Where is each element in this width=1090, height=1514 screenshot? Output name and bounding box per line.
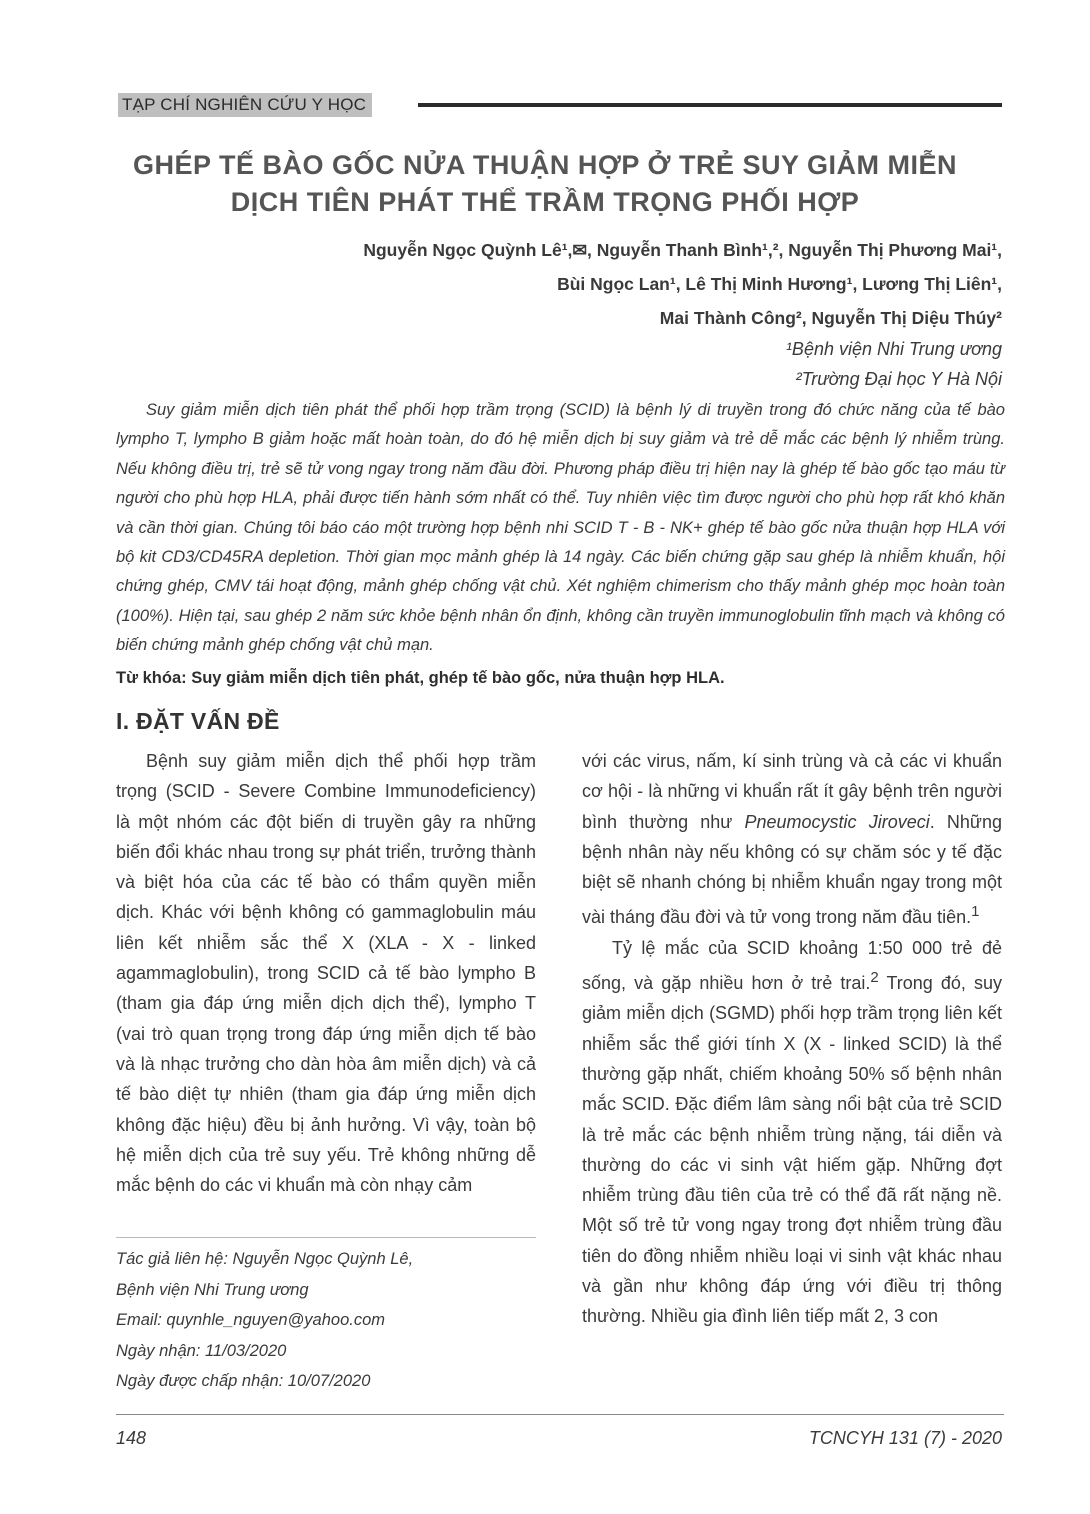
journal-name: TẠP CHÍ NGHIÊN CỨU Y HỌC bbox=[118, 93, 372, 117]
body-text: . Những bệnh nhân này nếu không có sự chăm sóc y tế đặc biệt sẽ nhanh chóng bị nhiễm khuẩn ngay trong một vài tháng đầu đời và tử vong trong năm đầu tiên. bbox=[582, 811, 1003, 928]
author-line-2: Bùi Ngọc Lan¹, Lê Thị Minh Hương¹, Lương Thị Liên¹, bbox=[557, 274, 1002, 294]
journal-issue: TCNCYH 131 (7) - 2020 bbox=[808, 1428, 1002, 1448]
author-line-1: Nguyễn Ngọc Quỳnh Lê¹,✉, Nguyễn Thanh Bình¹,², Nguyễn Thị Phương Mai¹, bbox=[363, 240, 1002, 260]
affiliation-2: ²Trường Đại học Y Hà Nội bbox=[795, 369, 1002, 389]
footnote-divider bbox=[116, 1237, 536, 1238]
page-number: 148 bbox=[116, 1428, 147, 1448]
body-paragraph-continued bbox=[582, 746, 1002, 933]
footer-divider bbox=[116, 1414, 1004, 1415]
body-text: với các virus, nấm, kí sinh trùng và cả các vi khuẩn cơ hội - là những vi khuẩn rất ít gây bệnh trên người bình thường như bbox=[582, 751, 1002, 832]
body-text: Tỷ lệ mắc của SCID khoảng 1:50 000 trẻ đẻ sống, và gặp nhiều hơn ở trẻ trai. bbox=[582, 937, 1002, 994]
author-list bbox=[102, 233, 1002, 335]
body-paragraph: Bệnh suy giảm miễn dịch thể phối hợp trầm trọng (SCID - Severe Combine Immunodeficiency) là một nhóm các đột biến di truyền gây ra những biến đổi khác nhau trong sự phát triển, trưởng thành và biệt hóa của các tế bào có thẩm quyền miễn dịch. Khác với bệnh không có gammaglobulin máu liên kết nhiễm sắc thể X (XLA - X - linked agammaglobulin), trong SCID cả tế bào lympho B (tham gia đáp ứng miễn dịch dịch thể), lympho T (vai trò quan trọng trong đáp ứng miễn dịch tế bào và là nhạc trưởng cho dàn hòa âm miễn dịch) và cả tế bào diệt tự nhiên (tham gia đáp ứng miễn dịch không đặc hiệu) đều bị ảnh hưởng. Vì vậy, toàn bộ hệ miễn dịch của trẻ suy yếu. Trẻ không những dễ mắc bệnh do các vi khuẩn mà còn nhạy cảm bbox=[116, 751, 536, 1196]
journal-header bbox=[118, 93, 1002, 117]
species-name: Pneumocystic Jiroveci bbox=[744, 811, 930, 832]
citation-ref[interactable]: 1 bbox=[971, 903, 980, 921]
date-accepted: Ngày được chấp nhận: 10/07/2020 bbox=[116, 1372, 371, 1390]
affiliation-1: ¹Bệnh viện Nhi Trung ương bbox=[785, 339, 1002, 359]
correspondence-footnote bbox=[116, 1244, 556, 1397]
corresponding-institution: Bệnh viện Nhi Trung ương bbox=[116, 1280, 309, 1299]
header-rule bbox=[418, 103, 1002, 107]
keywords: Từ khóa: Suy giảm miễn dịch tiên phát, ghép tế bào gốc, nửa thuận hợp HLA. bbox=[116, 669, 725, 687]
citation-ref[interactable]: 2 bbox=[870, 969, 879, 987]
abstract-text: Suy giảm miễn dịch tiên phát thể phối hợp trầm trọng (SCID) là bệnh lý di truyền trong đó chức năng của tế bào lympho T, lympho B giảm hoặc mất hoàn toàn, do đó hệ miễn dịch bị suy giảm và trẻ dễ mắc các bệnh lý nhiễm trùng. Nếu không điều trị, trẻ sẽ tử vong ngay trong năm đầu đời. Phương pháp điều trị hiện nay là ghép tế bào gốc tạo máu từ người cho phù hợp HLA, phải được tiến hành sớm nhất có thể. Tuy nhiên việc tìm được người cho phù hợp rất khó khăn và cần thời gian. Chúng tôi báo cáo một trường hợp bệnh nhi SCID T - B - NK+ ghép tế bào gốc nửa thuận hợp HLA với bộ kit CD3/CD45RA depletion. Thời gian mọc mảnh ghép là 14 ngày. Các biến chứng gặp sau ghép là nhiễm khuẩn, hội chứng ghép, CMV tái hoạt động, mảnh ghép chống vật chủ. Xét nghiệm chimerism cho thấy mảnh ghép mọc hoàn toàn (100%). Hiện tại, sau ghép 2 năm sức khỏe bệnh nhân ổn định, không cần truyền immunoglobulin tĩnh mạch và không có biến chứng mảnh ghép chống vật chủ mạn. bbox=[116, 401, 1005, 655]
title-line-1: GHÉP TẾ BÀO GỐC NỬA THUẬN HỢP Ở TRẺ SUY GIẢM MIỄN bbox=[132, 150, 958, 180]
abstract bbox=[116, 396, 1005, 661]
body-column-left bbox=[116, 746, 536, 1200]
title-line-2: DỊCH TIÊN PHÁT THỂ TRẦM TRỌNG PHỐI HỢP bbox=[230, 187, 860, 217]
body-paragraph bbox=[582, 933, 1002, 1332]
corresponding-author: Tác giả liên hệ: Nguyễn Ngọc Quỳnh Lê, bbox=[116, 1250, 414, 1268]
body-column-right bbox=[582, 746, 1002, 1332]
corresponding-email[interactable]: Email: quynhle_nguyen@yahoo.com bbox=[116, 1311, 385, 1329]
section-heading: I. ĐẶT VẤN ĐỀ bbox=[116, 708, 280, 734]
article-title bbox=[100, 147, 990, 221]
body-text: Trong đó, suy giảm miễn dịch (SGMD) phối hợp trầm trọng liên kết nhiễm sắc thể giới tính X (X - linked SCID) là thể thường gặp nhất, chiếm khoảng 50% số bệnh nhân mắc SCID. Đặc điểm lâm sàng nổi bật của trẻ SCID là trẻ mắc các bệnh nhiễm trùng nặng, tái diễn và thường do các vi sinh vật hiếm gặp. Những đợt nhiễm trùng đầu tiên của trẻ có thể đã rất nặng nề. Một số trẻ tử vong ngay trong đợt nhiễm trùng đầu tiên do đồng nhiễm nhiều loại vi sinh vật khác nhau và gần như không đáp ứng với điều trị thông thường. Nhiều gia đình liên tiếp mất 2, 3 con bbox=[582, 973, 1002, 1327]
author-line-3: Mai Thành Công², Nguyễn Thị Diệu Thúy² bbox=[659, 308, 1002, 328]
date-received: Ngày nhận: 11/03/2020 bbox=[116, 1341, 287, 1360]
affiliations bbox=[402, 334, 1002, 394]
